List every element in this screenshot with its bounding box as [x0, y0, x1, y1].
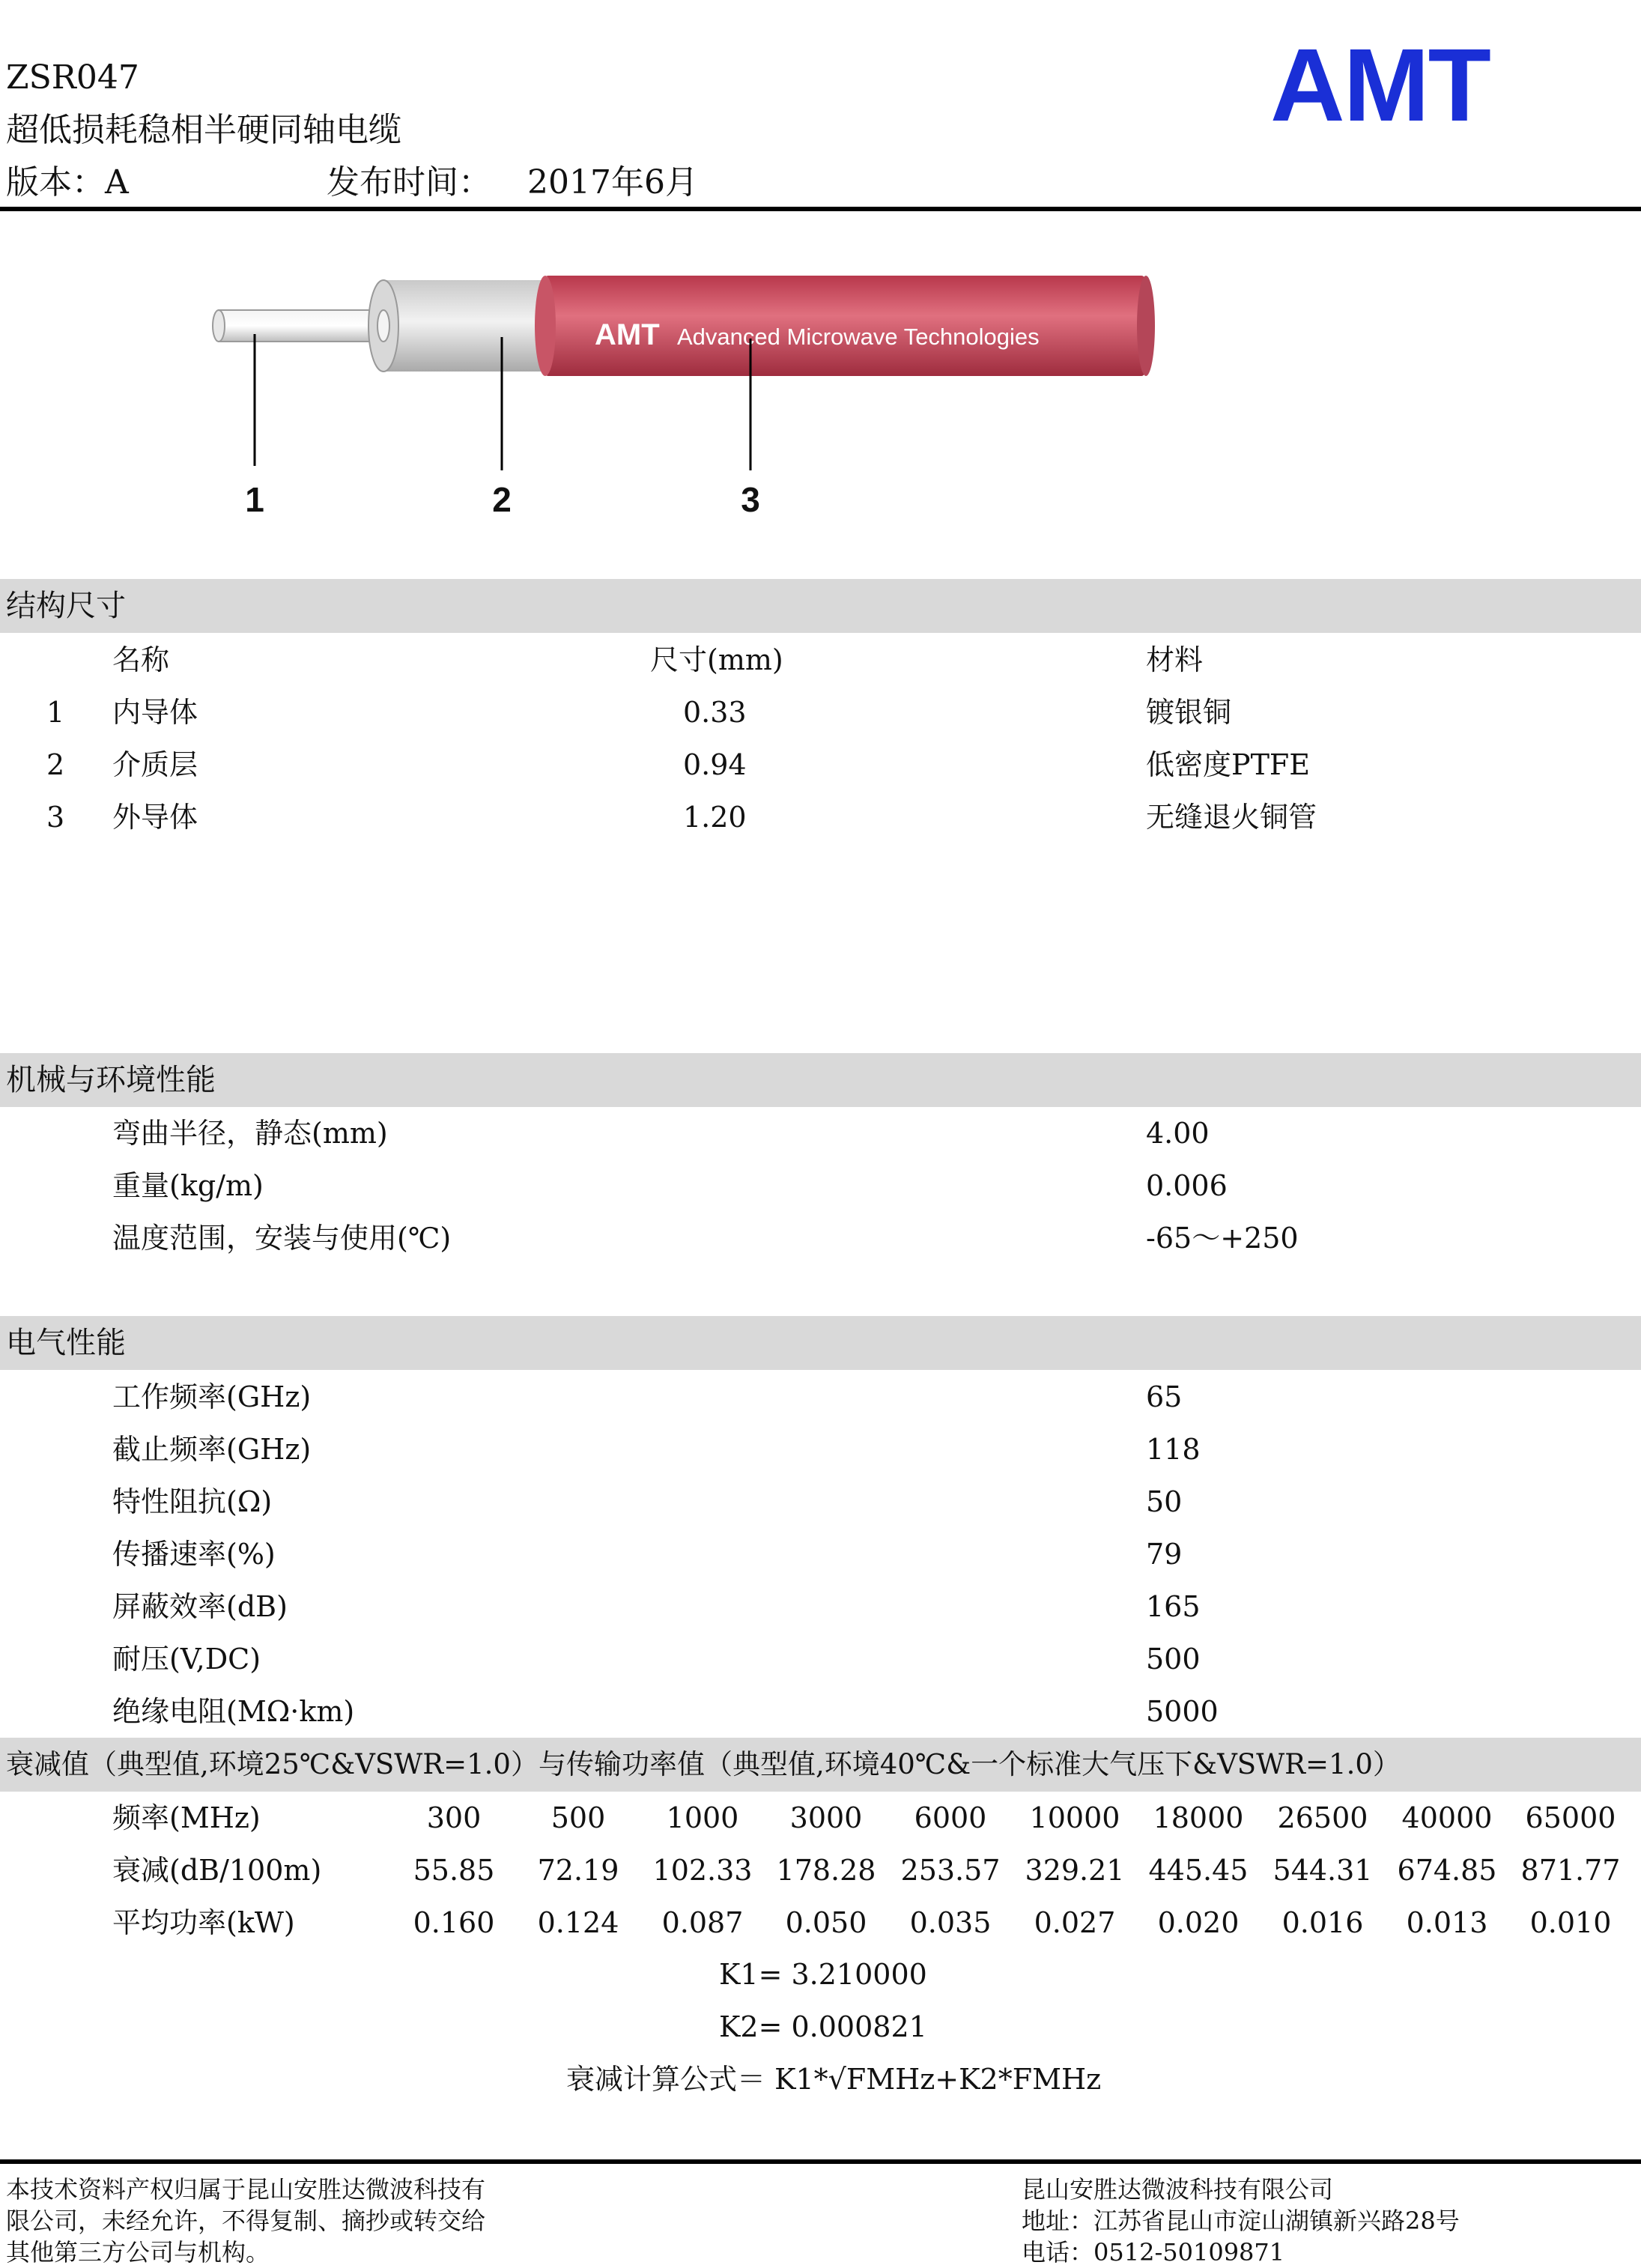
- property-label: 重量(kg/m): [112, 1169, 264, 1202]
- amt-logo: AMT: [1270, 28, 1490, 143]
- attenuation-cell: 445.45: [1148, 1854, 1249, 1887]
- property-value: 79: [1146, 1538, 1183, 1571]
- release-date: 2017年6月: [527, 163, 698, 201]
- jacket-text: Advanced Microwave Technologies: [677, 324, 1040, 350]
- power-cell: 0.124: [537, 1906, 619, 1939]
- row-number: 2: [46, 748, 65, 781]
- callout-3: 3: [741, 480, 760, 519]
- structure-section-title: 结构尺寸: [0, 579, 1641, 633]
- property-label: 温度范围，安装与使用(℃): [112, 1222, 452, 1255]
- structure-header-material: 材料: [1146, 643, 1204, 676]
- component-size: 1.20: [683, 801, 747, 834]
- frequency-cell: 40000: [1401, 1801, 1493, 1834]
- version-label: 版本：A: [6, 163, 129, 201]
- component-size: 0.33: [683, 696, 747, 729]
- row-number: 3: [46, 801, 65, 834]
- power-cell: 0.050: [785, 1906, 867, 1939]
- property-value: 500: [1146, 1643, 1201, 1676]
- footer-rule: [0, 2159, 1641, 2164]
- property-label: 传播速率(%): [112, 1538, 276, 1571]
- copyright-line-3: 其他第三方公司与机构。: [6, 2238, 270, 2267]
- component-material: 低密度PTFE: [1146, 748, 1311, 781]
- dielectric-layer: [368, 280, 560, 372]
- property-label: 截止频率(GHz): [112, 1433, 312, 1466]
- company-address: 地址：江苏省昆山市淀山湖镇新兴路28号: [1022, 2207, 1460, 2235]
- attenuation-section-title: 衰减值（典型值,环境25℃&VSWR=1.0）与传输功率值（典型值,环境40℃&一个标准大气压下&VSWR=1.0）: [0, 1738, 1641, 1792]
- jacket-brand: AMT: [595, 318, 660, 351]
- copyright-line-1: 本技术资料产权归属于昆山安胜达微波科技有: [6, 2175, 486, 2204]
- component-material: 镀银铜: [1146, 696, 1232, 729]
- property-value: 118: [1146, 1433, 1201, 1466]
- property-label: 屏蔽效率(dB): [112, 1590, 288, 1623]
- property-label: 耐压(V,DC): [112, 1643, 261, 1676]
- property-label: 绝缘电阻(MΩ·km): [112, 1695, 355, 1728]
- attenuation-cell: 544.31: [1273, 1854, 1373, 1887]
- property-value: 50: [1146, 1485, 1183, 1518]
- header-rule: [0, 207, 1641, 211]
- property-label: 弯曲半径，静态(mm): [112, 1117, 388, 1150]
- power-row-label: 平均功率(kW): [112, 1906, 295, 1939]
- property-value: 0.006: [1146, 1169, 1228, 1202]
- company-phone: 电话：0512-50109871: [1022, 2238, 1285, 2267]
- component-name: 介质层: [112, 748, 198, 781]
- attenuation-cell: 674.85: [1397, 1854, 1497, 1887]
- frequency-cell: 10000: [1029, 1801, 1120, 1834]
- frequency-cell: 3000: [789, 1801, 863, 1834]
- structure-header-name: 名称: [112, 643, 170, 676]
- company-name: 昆山安胜达微波科技有限公司: [1022, 2175, 1334, 2204]
- power-cell: 0.027: [1034, 1906, 1116, 1939]
- power-cell: 0.010: [1529, 1906, 1612, 1939]
- k2-constant: K2= 0.000821: [719, 2010, 927, 2043]
- component-name: 内导体: [112, 696, 198, 729]
- attenuation-cell: 329.21: [1025, 1854, 1125, 1887]
- property-value: 5000: [1146, 1695, 1219, 1728]
- component-name: 外导体: [112, 801, 198, 834]
- frequency-cell: 6000: [914, 1801, 987, 1834]
- attenuation-cell: 55.85: [413, 1854, 495, 1887]
- k1-constant: K1= 3.210000: [719, 1958, 927, 1991]
- component-material: 无缝退火铜管: [1146, 801, 1317, 834]
- attenuation-formula: 衰减计算公式＝ K1*√FMHz+K2*FMHz: [566, 2063, 1102, 2096]
- power-cell: 0.013: [1406, 1906, 1488, 1939]
- attenuation-cell: 253.57: [900, 1854, 1001, 1887]
- attenuation-cell: 102.33: [652, 1854, 753, 1887]
- callout-1: 1: [245, 480, 264, 519]
- product-name: 超低损耗稳相半硬同轴电缆: [6, 111, 401, 149]
- electrical-section-title: 电气性能: [0, 1316, 1641, 1370]
- callout-2: 2: [492, 480, 512, 519]
- mechanical-section-title: 机械与环境性能: [0, 1053, 1641, 1107]
- frequency-cell: 18000: [1153, 1801, 1244, 1834]
- power-cell: 0.016: [1281, 1906, 1364, 1939]
- attenuation-cell: 72.19: [537, 1854, 619, 1887]
- copyright-line-2: 限公司，未经允许，不得复制、摘抄或转交给: [6, 2207, 486, 2235]
- model-number: ZSR047: [6, 58, 139, 97]
- row-number: 1: [46, 696, 65, 729]
- property-value: 165: [1146, 1590, 1201, 1623]
- property-value: 65: [1146, 1380, 1183, 1413]
- frequency-cell: 26500: [1277, 1801, 1368, 1834]
- attenuation-row-label: 衰减(dB/100m): [112, 1854, 322, 1887]
- release-label: 发布时间：: [327, 163, 491, 201]
- power-cell: 0.035: [909, 1906, 992, 1939]
- frequency-row-label: 频率(MHz): [112, 1801, 261, 1834]
- property-value: 4.00: [1146, 1117, 1210, 1150]
- frequency-cell: 65000: [1525, 1801, 1616, 1834]
- property-value: -65～+250: [1146, 1222, 1299, 1255]
- structure-header-size: 尺寸(mm): [650, 643, 783, 676]
- power-cell: 0.087: [661, 1906, 744, 1939]
- attenuation-cell: 178.28: [776, 1854, 876, 1887]
- frequency-cell: 300: [426, 1801, 482, 1834]
- frequency-cell: 1000: [666, 1801, 739, 1834]
- property-label: 特性阻抗(Ω): [112, 1485, 273, 1518]
- power-cell: 0.160: [413, 1906, 495, 1939]
- attenuation-cell: 871.77: [1520, 1854, 1621, 1887]
- component-size: 0.94: [683, 748, 747, 781]
- power-cell: 0.020: [1157, 1906, 1240, 1939]
- property-label: 工作频率(GHz): [112, 1380, 312, 1413]
- frequency-cell: 500: [550, 1801, 606, 1834]
